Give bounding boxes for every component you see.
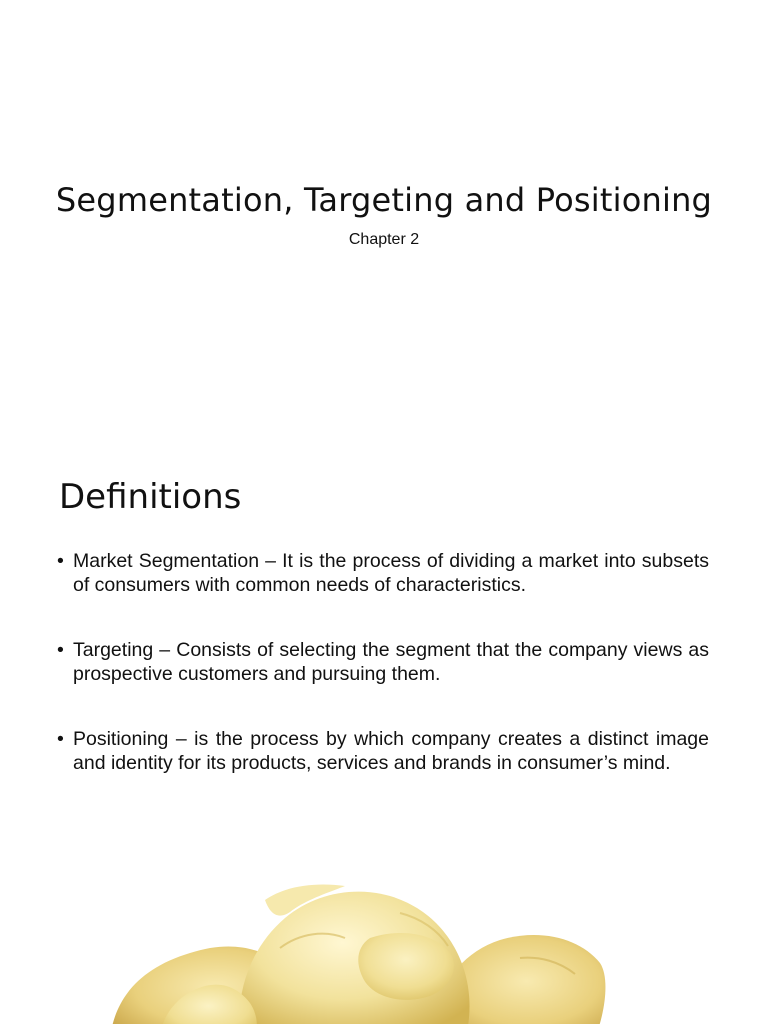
definitions-list (57, 549, 709, 816)
bullet-icon: • (57, 639, 64, 661)
slide-title: Segmentation, Targeting and Positioning (55, 181, 713, 219)
definitions-slide (0, 432, 768, 1024)
slide-heading: Definitions (59, 477, 242, 517)
bullet-text: Targeting – Consists of selecting the segment that the company views as prospective customers and pursuing them. (73, 639, 709, 685)
title-slide (0, 0, 768, 432)
bullet-text: Positioning – is the process by which company creates a distinct image and identity for its products, services and brands in consumer’s mind. (73, 728, 709, 774)
slide-subtitle: Chapter 2 (348, 231, 420, 248)
bullet-icon: • (57, 550, 64, 572)
list-item (57, 549, 709, 597)
list-item (57, 638, 709, 686)
bullet-text: Market Segmentation – It is the process of dividing a market into subsets of consumers with common needs of characteristics. (73, 550, 709, 596)
bullet-icon: • (57, 728, 64, 750)
list-item (57, 727, 709, 775)
potato-chips-image (100, 878, 610, 1024)
